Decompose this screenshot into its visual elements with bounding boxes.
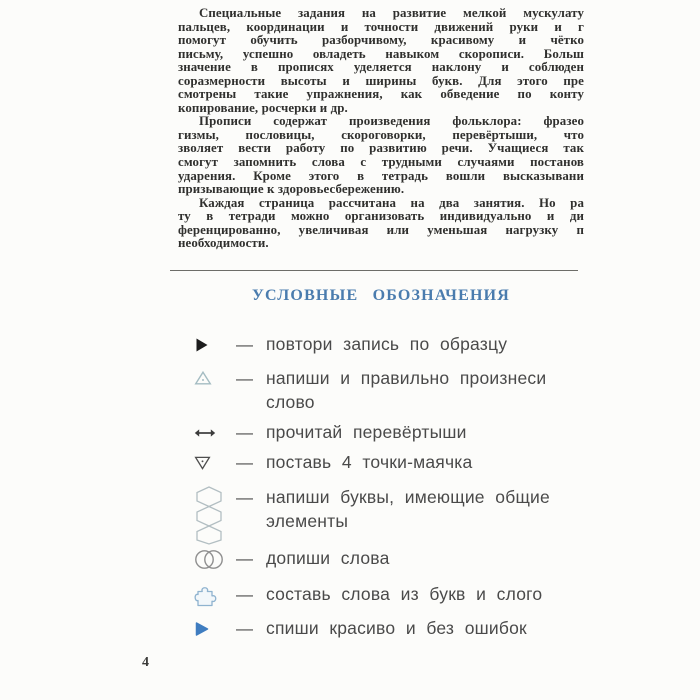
- legend-item-label: спиши красиво и без ошибок: [266, 618, 527, 639]
- text-line: смогут запомнить слова с трудными случаями постанов: [178, 156, 584, 170]
- legend-item-label: прочитай перевёртыши: [266, 422, 467, 443]
- play-blue-icon: [193, 621, 236, 637]
- text-line: необходимости.: [178, 237, 269, 251]
- text-line: призывающие к здоровьесбережению.: [178, 183, 405, 197]
- hexagons-icon: [193, 486, 236, 545]
- triangle-down-icon: [193, 456, 236, 470]
- text-line: пальцев, координации и точности движений руки и г: [178, 20, 584, 34]
- legend-item: [193, 421, 593, 445]
- legend-title: УСЛОВНЫЕ ОБОЗНАЧЕНИЯ: [252, 287, 510, 304]
- text-line: гизмы, пословицы, скороговорки, перевёртыши, что: [178, 128, 584, 142]
- legend-dash: —: [236, 453, 253, 473]
- legend-dash: —: [236, 423, 253, 443]
- play-black-icon: [193, 337, 236, 353]
- legend-list: [193, 333, 593, 641]
- double-arrow-icon: [193, 428, 236, 438]
- section-divider: [170, 270, 578, 271]
- text-line: ту в тетради можно организовать индивидуально и ди: [178, 210, 584, 224]
- text-line: смотрены такие упражнения, как обведение по конту: [178, 88, 584, 102]
- legend-item: [193, 547, 593, 571]
- legend-dash: —: [236, 619, 253, 639]
- intro-text: [178, 7, 584, 251]
- text-line: Каждая страница рассчитана на два занятия. Но ра: [199, 196, 584, 210]
- legend-item-label: напиши буквы, имеющие общие элементы: [266, 487, 550, 531]
- legend-dash: —: [236, 335, 253, 355]
- legend-dash: —: [236, 585, 253, 605]
- text-line: Прописи содержат произведения фольклора: фразео: [199, 115, 584, 129]
- legend-item: [193, 617, 593, 641]
- legend-dash: —: [236, 488, 253, 507]
- legend-item: [193, 583, 593, 607]
- text-line: письму, успешно овладеть навыком скорописи. Больш: [178, 47, 584, 61]
- legend-item: [193, 451, 593, 475]
- legend-item: [193, 367, 593, 414]
- legend-dash: —: [236, 369, 253, 388]
- puzzle-icon: [193, 583, 236, 607]
- legend-item: [193, 486, 593, 545]
- legend-item-label: составь слова из букв и слого: [266, 584, 543, 605]
- text-line: значение в прописях уделяется наклону и соблюден: [178, 61, 584, 75]
- triangle-outline-icon: [193, 367, 236, 386]
- text-line: зволяет вести работу по развитию речи. Учащиеся так: [178, 142, 584, 156]
- legend-item: [193, 333, 593, 357]
- text-line: Специальные задания на развитие мелкой мускулату: [199, 7, 584, 20]
- text-line: помогут обучить разборчивому, красивому и чётко: [178, 34, 584, 48]
- circles-icon: [193, 549, 236, 570]
- text-line: соразмерности высоты и ширины букв. Для этого пре: [178, 74, 584, 88]
- legend-item-label: поставь 4 точки-маячка: [266, 452, 473, 473]
- text-line: ференцированно, увеличивая или уменьшая нагрузку п: [178, 223, 584, 237]
- page-number: 4: [142, 655, 149, 670]
- text-line: ударения. Кроме этого в тетрадь вошли высказывани: [178, 169, 584, 183]
- legend-dash: —: [236, 549, 253, 569]
- legend-item-label: повтори запись по образцу: [266, 334, 508, 355]
- legend-item-label: допиши слова: [266, 548, 390, 569]
- legend-item-label: напиши и правильно произнеси слово: [266, 368, 547, 412]
- text-line: копирование, росчерки и др.: [178, 101, 348, 115]
